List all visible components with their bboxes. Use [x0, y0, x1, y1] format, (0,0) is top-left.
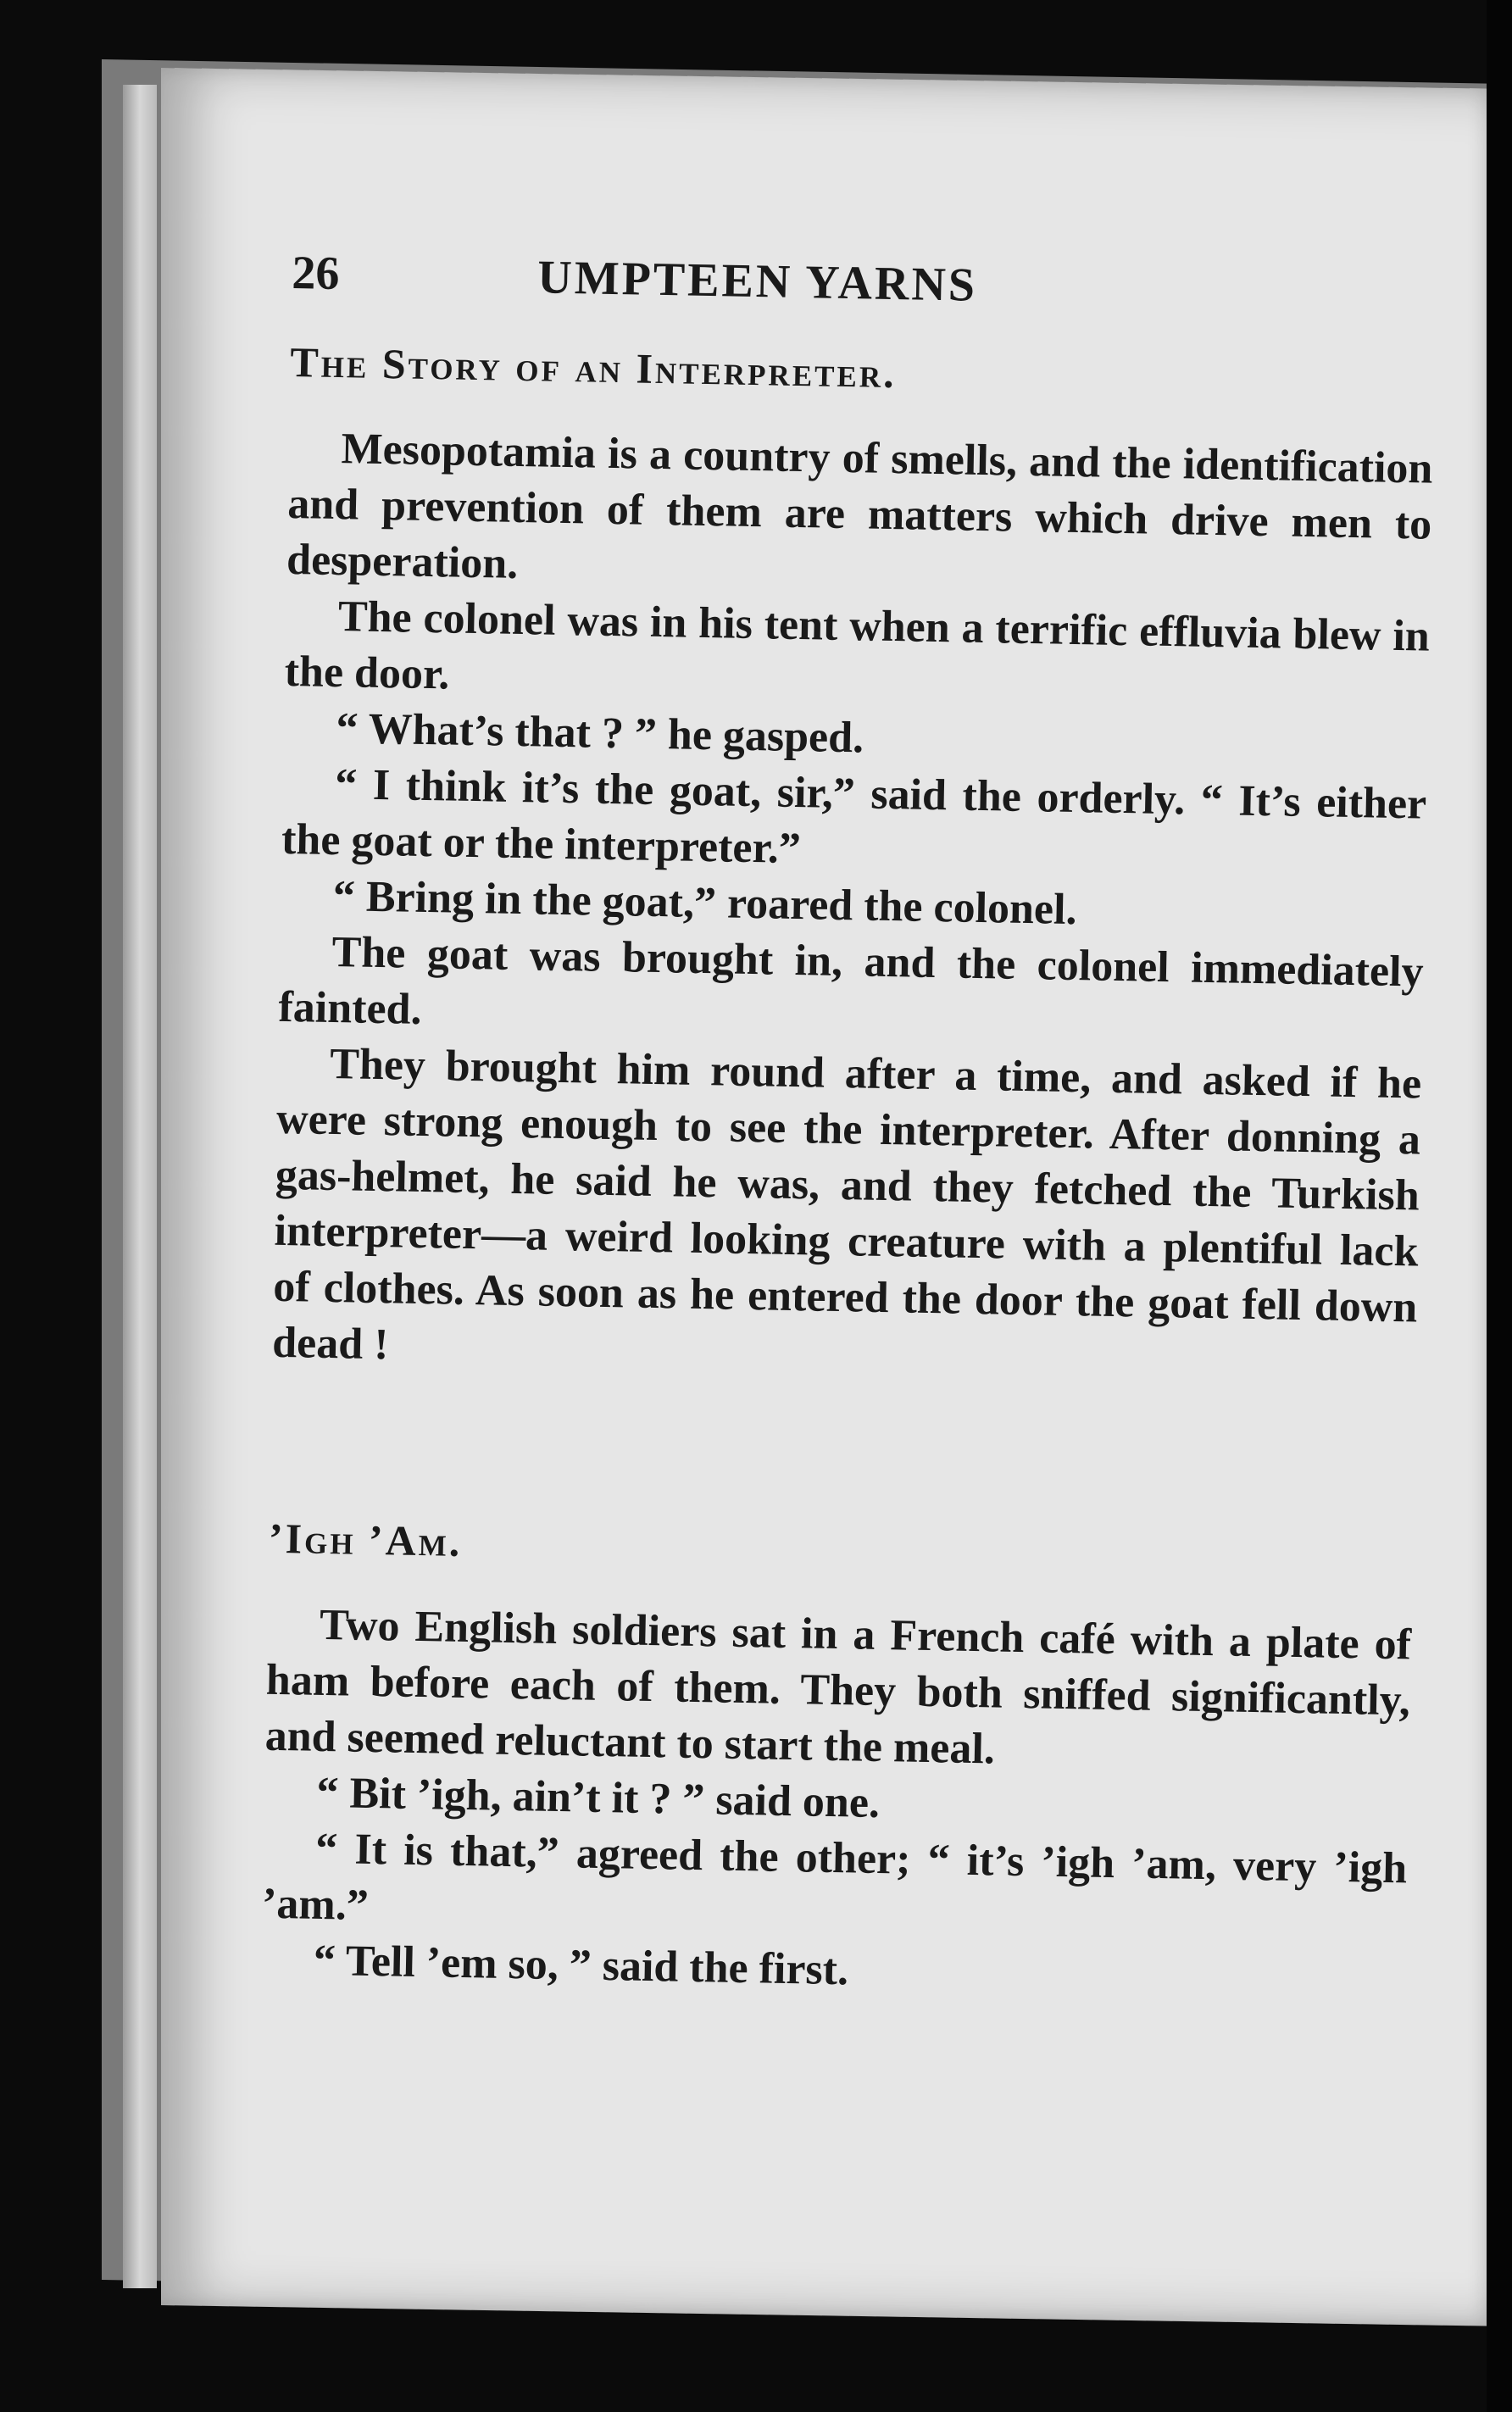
story-title: ’Igh ’Am. [268, 1514, 463, 1565]
story-title: The Story of an Interpreter. [289, 337, 898, 397]
paragraph: “ Bring in the goat,” roared the colonel. [332, 872, 1078, 935]
paragraph: The goat was brought in, and the colonel immediately fainted. [278, 928, 1425, 1034]
paragraph: They brought him round after a time, and asked if he were strong enough to see the interpreter. After donning a gas-helmet, he said he was, and they fetched the Turkish interpreter—a weird looking creature with a plentiful lack of clothes. As soon as he entered the door the goat fell down dead ! [271, 1039, 1422, 1370]
paragraph: “ What’s that ? ” he gasped. [336, 704, 864, 763]
page-number: 26 [291, 246, 340, 301]
paragraph: Two English soldiers sat in a French café with a plate of ham before each of them. They both sniffed significantly, and seemed reluctant to start the meal. [264, 1600, 1412, 1774]
page-gutter-shadow [123, 85, 157, 2288]
paragraph: “ Bit ’igh, ain’t it ? ” said one. [316, 1768, 881, 1828]
page-text [260, 246, 1436, 2009]
paragraph: “ It is that,” agreed the other; “ it’s ’igh ’am, very ’igh ’am.” [261, 1824, 1408, 1930]
paragraph: “ I think it’s the goat, sir,” said the orderly. “ It’s either the goat or the interpreter.” [281, 760, 1427, 874]
paragraph: The colonel was in his tent when a terrific effluvia blew in the door. [284, 592, 1431, 699]
paragraph: “ Tell ’em so, ” said the first. [313, 1936, 849, 1995]
book-title: UMPTEEN YARNS [536, 251, 978, 312]
paragraph: Mesopotamia is a country of smells, and the identification and prevention of them are matters which drive men to desperation. [286, 425, 1433, 588]
scan-border-right [1487, 0, 1512, 2412]
